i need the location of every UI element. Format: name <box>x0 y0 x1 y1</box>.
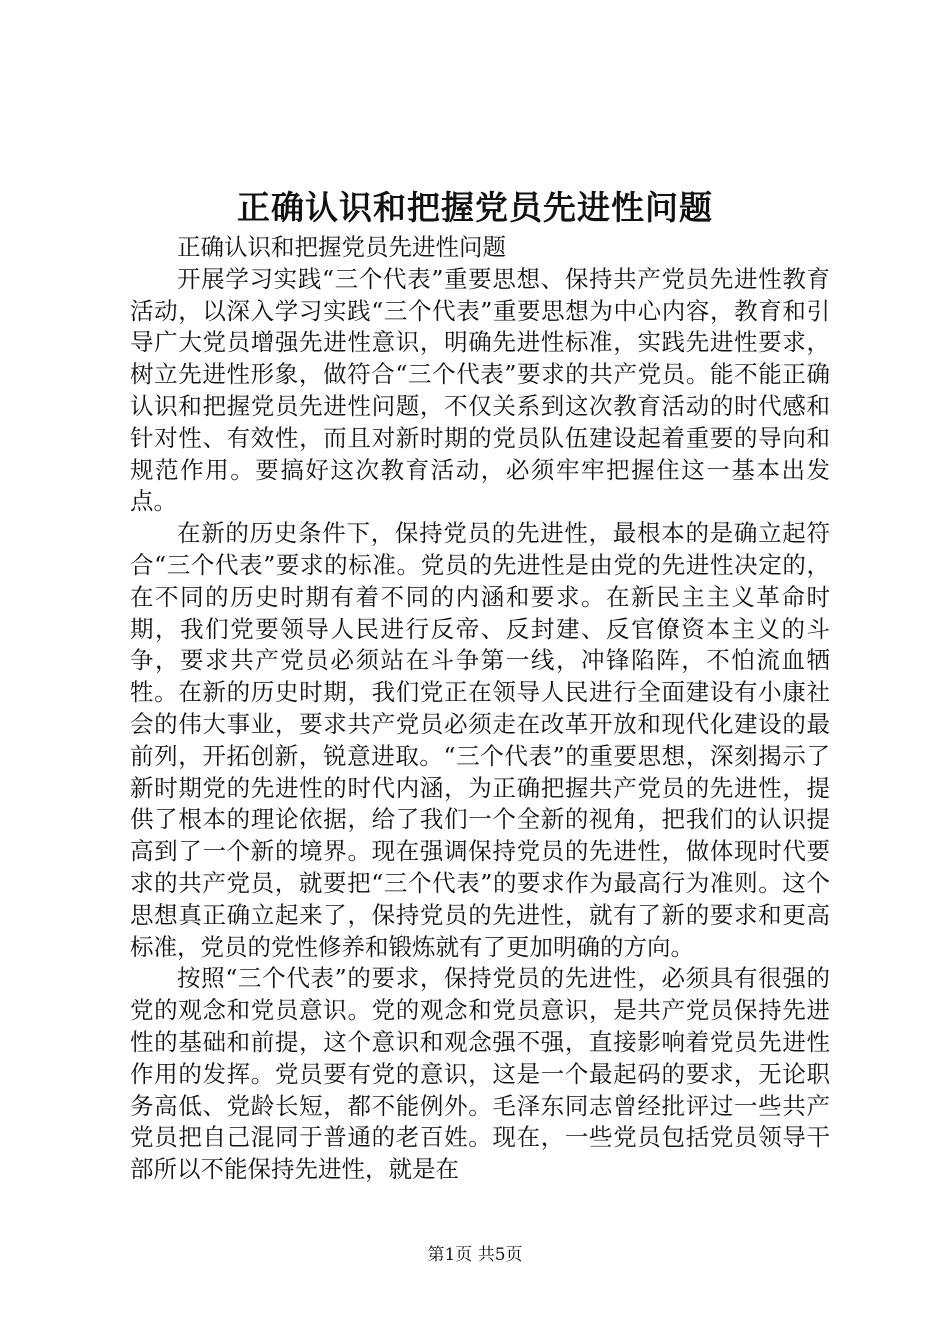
document-title: 正确认识和把握党员先进性问题 <box>237 188 713 227</box>
paragraph-1: 开展学习实践“三个代表”重要思想、保持共产党员先进性教育活动，以深入学习实践“三个代表”重要思想为中心内容，教育和引导广大党员增强先进性意识，明确先进性标准，实践先进性要求，树立先进性形象，做符合“三个代表”要求的共产党员。能不能正确认识和把握党员先进性问题，不仅关系到这次教育活动的时代感和针对性、有效性，而且对新时期的党员队伍建设起着重要的导向和规范作用。要搞好这次教育活动，必须牢牢把握住这一基本出发点。 <box>130 264 830 516</box>
page-number-footer: 第1页 共5页 <box>427 1245 523 1265</box>
paragraph-2: 在新的历史条件下，保持党员的先进性，最根本的是确立起符合“三个代表”要求的标准。党员的先进性是由党的先进性决定的，在不同的历史时期有着不同的内涵和要求。在新民主主义革命时期，我们党要领导人民进行反帝、反封建、反官僚资本主义的斗争，要求共产党员必须站在斗争第一线，冲锋陷阵，不怕流血牺牲。在新的历史时期，我们党正在领导人民进行全面建设有小康社会的伟大事业，要求共产党员必须走在改革开放和现代化建设的最前列，开拓创新，锐意进取。“三个代表”的重要思想，深刻揭示了新时期党的先进性的时代内涵，为正确把握共产党员的先进性，提供了根本的理论依据，给了我们一个全新的视角，把我们的认识提高到了一个新的境界。现在强调保持党员的先进性，做体现时代要求的共产党员，就要把“三个代表”的要求作为最高行为准则。这个思想真正确立起来了，保持党员的先进性，就有了新的要求和更高标准，党员的党性修养和锻炼就有了更加明确的方向。 <box>130 519 830 961</box>
document-body <box>130 232 830 1186</box>
document-subtitle: 正确认识和把握党员先进性问题 <box>177 233 506 261</box>
paragraph-3: 按照“三个代表”的要求，保持党员的先进性，必须具有很强的党的观念和党员意识。党的观念和党员意识，是共产党员保持先进性的基础和前提，这个意识和观念强不强，直接影响着党员先进性作用的发挥。党员要有党的意识，这是一个最起码的要求，无论职务高低、党龄长短，都不能例外。毛泽东同志曾经批评过一些共产党员把自己混同于普通的老百姓。现在，一些党员包括党员领导干部所以不能保持先进性，就是在 <box>130 964 830 1184</box>
